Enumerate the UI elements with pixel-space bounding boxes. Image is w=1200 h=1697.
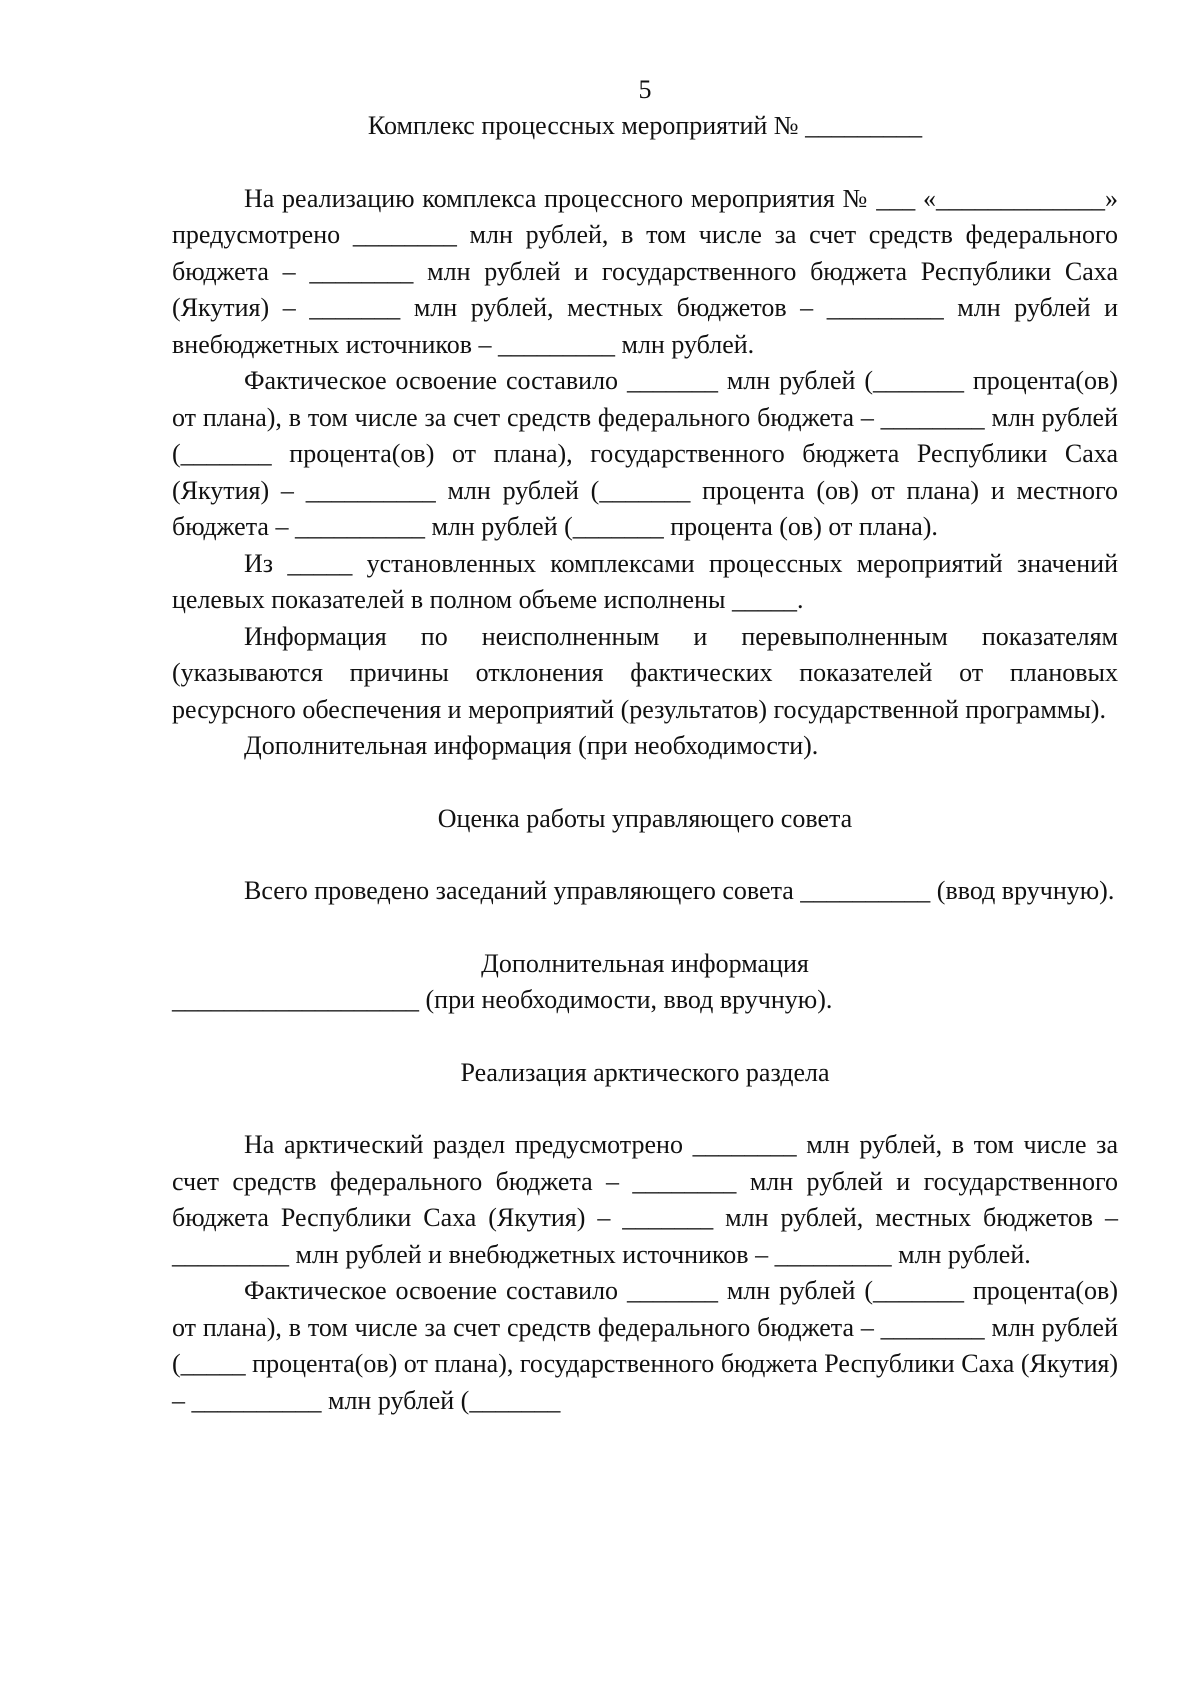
page-content (172, 72, 1118, 1419)
paragraph-actual-spending: Фактическое освоение составило _______ млн рублей (_______ процента(ов) от плана), в том числе за счет средств федерального бюджета – ________ млн рублей (_______ процента(ов) от плана), государственного бюджета Республики Саха (Якутия) – __________ млн рублей (_______ процента (ов) от плана) и местного бюджета – __________ млн рублей (_______ процента (ов) от плана). (172, 366, 1118, 541)
paragraph-arctic-funding: На арктический раздел предусмотрено ________ млн рублей, в том числе за счет средств федерального бюджета – ________ млн рублей и государственного бюджета Республики Саха (Якутия) – _______ млн рублей, местных бюджетов – _________ млн рублей и внебюджетных источников – _________ млн рублей. (172, 1130, 1118, 1269)
additional-info-line: ___________________ (при необходимости, ввод вручную). (172, 985, 833, 1014)
section-title-council-assessment: Оценка работы управляющего совета (437, 803, 853, 833)
spacer (172, 1019, 1118, 1055)
paragraph-council-meetings: Всего проведено заседаний управляющего совета __________ (ввод вручную). (244, 876, 1115, 905)
spacer (172, 837, 1118, 873)
paragraph-target-indicators: Из _____ установленных комплексами процессных мероприятий значений целевых показателей в полном объеме исполнены _____. (172, 548, 1118, 614)
section-title-process-complex: Комплекс процессных мероприятий № _________ (367, 111, 923, 140)
spacer (172, 910, 1118, 946)
page-number: 5 (638, 75, 652, 104)
section-title-arctic: Реализация арктического раздела (460, 1057, 830, 1087)
paragraph-arctic-actual-spending: Фактическое освоение составило _______ млн рублей (_______ процента(ов) от плана), в том числе за счет средств федерального бюджета – ________ млн рублей (_____ процента(ов) от плана), государственного бюджета Республики Саха (Якутия) – __________ млн рублей (_______ (172, 1276, 1118, 1415)
spacer (172, 765, 1118, 801)
spacer (172, 1091, 1118, 1127)
paragraph-additional-info: Дополнительная информация (при необходимости). (244, 731, 819, 760)
paragraph-deviation-info: Информация по неисполненным и перевыполненным показателям (указываются причины отклонения фактических показателей от плановых ресурсного обеспечения и мероприятий (результатов) государственной программы). (172, 621, 1118, 724)
paragraph-funding: На реализацию комплекса процессного мероприятия № ___ «_____________» предусмотрено ________ млн рублей, в том числе за счет средств федерального бюджета – ________ млн рублей и государственного бюджета Республики Саха (Якутия) – _______ млн рублей, местных бюджетов – _________ млн рублей и внебюджетных источников – _________ млн рублей. (172, 183, 1118, 359)
section-title-additional-info: Дополнительная информация (481, 948, 809, 978)
spacer (172, 145, 1118, 181)
